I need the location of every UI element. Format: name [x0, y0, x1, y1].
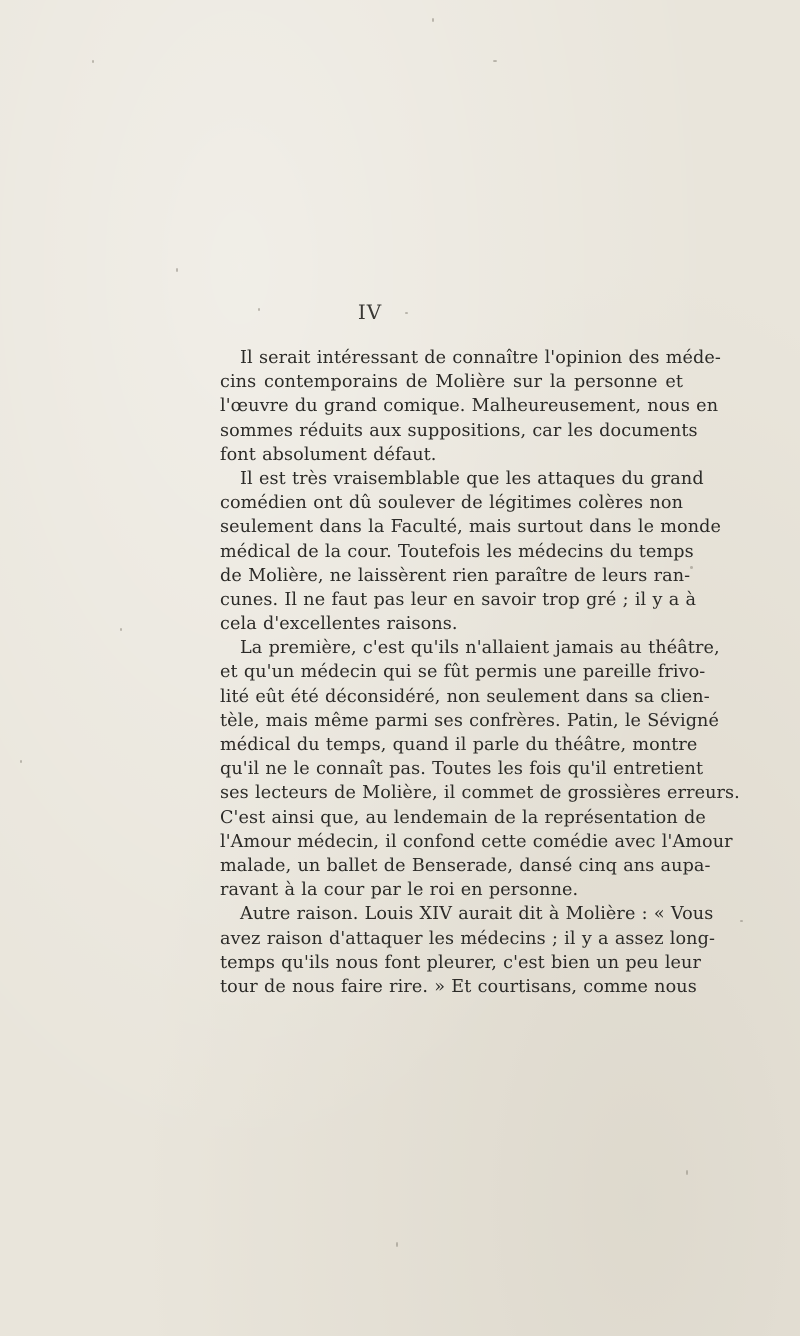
text-line: Il serait intéressant de connaître l'opinion des méde- [240, 348, 721, 368]
text-line: malade, un ballet de Benserade, dansé cinq ans aupa- [220, 855, 711, 876]
paper-speck [690, 566, 693, 569]
text-line: tèle, mais même parmi ses confrères. Patin, le Sévigné [220, 710, 720, 731]
text-line: Autre raison. Louis XIV aurait dit à Molière : « Vous [240, 904, 714, 925]
text-line: et qu'un médecin qui se fût permis une pareille frivo- [220, 662, 706, 683]
text-line: C'est ainsi que, au lendemain de la représentation de [220, 807, 706, 828]
text-line: médical de la cour. Toutefois les médecins du temps [220, 541, 694, 562]
text-line: sommes réduits aux suppositions, car les documents [220, 420, 698, 441]
paper-speck [493, 60, 497, 62]
paper-speck [686, 1170, 688, 1175]
text-line: l'Amour médecin, il confond cette comédie avec l'Amour [220, 831, 733, 852]
text-line: tour de nous faire rire. » Et courtisans, comme nous [220, 976, 697, 997]
text-line: cins contemporains de Molière sur la personne et [220, 372, 683, 393]
text-line: avez raison d'attaquer les médecins ; il y a assez long- [220, 928, 716, 949]
paper-speck [176, 268, 178, 272]
paper-speck [92, 60, 94, 63]
text-line: comédien ont dû soulever de légitimes colères non [220, 493, 683, 514]
paper-speck [258, 308, 260, 311]
text-line: Il est très vraisemblable que les attaques du grand [240, 468, 704, 489]
text-line: cela d'excellentes raisons. [220, 614, 458, 635]
text-line: qu'il ne le connaît pas. Toutes les fois qu'il entretient [220, 759, 704, 780]
paper-speck [432, 18, 434, 22]
text-line: l'œuvre du grand comique. Malheureusement, nous en [220, 396, 719, 417]
paper-speck [396, 1242, 398, 1247]
text-line: font absolument défaut. [220, 444, 437, 465]
text-line: de Molière, ne laissèrent rien paraître de leurs ran- [220, 565, 691, 586]
body-text [220, 346, 740, 999]
text-line: ses lecteurs de Molière, il commet de grossières erreurs. [220, 783, 740, 804]
text-line: ravant à la cour par le roi en personne. [220, 880, 579, 901]
text-line: cunes. Il ne faut pas leur en savoir trop gré ; il y a à [220, 589, 697, 610]
text-line: seulement dans la Faculté, mais surtout dans le monde [220, 517, 722, 538]
paper-speck [740, 920, 743, 922]
paper-speck [120, 628, 122, 631]
section-number: IV [357, 300, 383, 324]
text-line: La première, c'est qu'ils n'allaient jamais au théâtre, [240, 638, 720, 659]
text-line: médical du temps, quand il parle du théâtre, montre [220, 735, 698, 755]
paper-speck [20, 760, 22, 763]
text-line: lité eût été déconsidéré, non seulement dans sa clien- [220, 686, 710, 707]
text-line: temps qu'ils nous font pleurer, c'est bien un peu leur [220, 952, 701, 973]
